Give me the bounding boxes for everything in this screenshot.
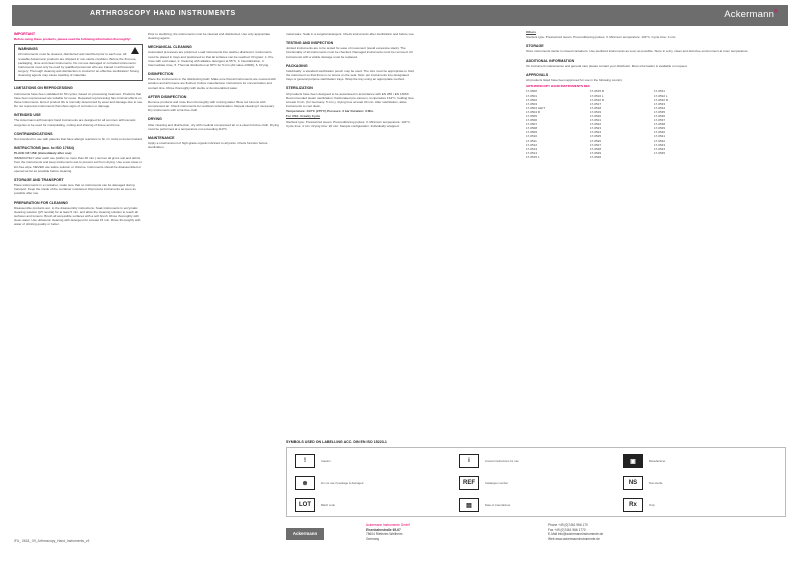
warnings-heading: WARNINGS [18,47,38,52]
disinfection-heading: DISINFECTION [148,72,174,77]
symbol-label: Date of manufacture [485,503,511,507]
article-number: 17-0541 [654,134,666,139]
mechanical-cleaning-text: Automated processes are preferred. Load instruments into washer-disinfector. Instruments must be placed in trays and positioned so that all surfaces can be reached. Program: 1. Pre-rinse with cold water, 2. Cleaning with alkaline detergent at 55°C, 3. Neutralization, 4. Intermediate rinse, 5. Thermal disinfection at 90°C for 5 min (A0 value ≥3000), 6. Drying. [148,50,275,67]
article-number: 17-0532 L [654,93,668,98]
symbol-entry [295,472,363,494]
article-number: 17-0533 [654,101,666,106]
symbol-label: Catalogue number [485,481,509,485]
article-number: 17-0516 R [590,97,605,102]
symbol-icon: NS [623,476,643,490]
articles-heading: ARTHROSCOPY HAND INSTRUMENTS REF [526,84,591,89]
limitations-text: Instruments have been validated for 50 cycles, based on processing treatment. Products that have been reprocessed are suitable for reuse. Repeated reprocessing has minimal effects on these instruments. End of product life is normally determined by wear and damage due to use. Do not reprocess instruments that show signs of corrosion or damage. [14,91,143,109]
footer [286,522,786,546]
article-number: 17-0512 [526,142,538,147]
testing-heading: TESTING AND INSPECTION [286,41,334,46]
column-2-intro: Prior to sterilizing, the instruments must be cleaned and disinfected. Use only appropriate cleaning agents. [148,32,271,41]
symbol-entry [623,472,663,494]
article-number: 17-0537 [654,118,666,123]
symbols-title: SYMBOLS USED ON LABELLING ACC. DIN EN ISO 15223-1 [286,440,387,444]
article-number: 17-0532 R [654,97,669,102]
usa-cycle-text: Sterilant type: Pressurized steam. Preconditioning pulses: 3. Minimum temperature: 132°C. Cycle time: 4 min. Drying time: 20 min. Sample configuration: Individually wrapped. [286,119,411,128]
article-number: 17-0531 [654,89,666,94]
article-number: 17-0530 [590,154,602,159]
warnings-text: All instruments must be cleaned, disinfected and sterilized prior to each use. All reusable Ackermann products are shipped in non-sterile condition. Before the first use, packaging, rinse and clean instruments. Do not use damaged or corroded instruments. Instruments must only be used by qualified personnel who are trained in arthroscopic surgery. Thorough cleaning and disinfection is crucial for an effective sterilization! Strong cleansing agents may cause swelling of materials. [18,52,139,78]
symbol-label: Manufacturer [649,459,666,463]
article-number: 17-0523 [590,126,602,131]
column-4 [526,30,786,159]
article-number: 17-0505 [526,113,538,118]
preparation-heading: PREPARATION FOR CLEANING [14,200,68,205]
symbol-icon: Rx [623,498,643,512]
storage-heading: STORAGE [526,44,544,49]
warnings-box [14,44,143,81]
article-number: 17-0529 [590,150,602,155]
article-number: 17-0535 [654,109,666,114]
article-number: 17-0502 [526,97,538,102]
symbol-icon: REF [459,476,479,490]
article-number: 17-0517 [590,101,602,106]
disinfection-text: Place the instruments in the disinfecting bath. Make sure that all instruments are covered with solution and all lumens are flushed. Follow manufacturer instructions for concentration and contact time. Rinse thoroughly with sterile or demineralized water. [148,77,276,90]
symbol-label: Only [649,503,655,507]
article-number: 17-0536 [654,113,666,118]
article-number: 17-0525 [590,134,602,139]
footer-address: Ackermann Instrumente GmbH Eisenbahnstraße 65-67 78604 Rietheim-Weilheim Germany [366,523,410,541]
article-number: 17-0515 R [590,89,605,94]
symbol-icon: LOT [295,498,315,512]
instructions-text: IMMEDIATELY after each use (within no more than 30 min.) remove all gross soil and debris from the instruments and keep instruments wet to prevent soil from drying. Use a wet towel or lint-free wipe. NEVER use saline solution or chlorine. Instruments should be disassembled or opened as far as possible before cleaning. [14,156,142,173]
important-text: Before using these products, please read the following information thoroughly! [14,37,131,42]
article-number: 17-0524 [590,130,602,135]
sterilization-text: All products have been designed to be autoclaved in accordance with EN 285 / EN 13060. Recommended steam sterilization: fractionated pre-vacuum, temperature 134°C, holding time at least 3 min. (for Germany: 5 min.), drying time at least 20 min. After sterilization, allow instruments to cool down. [286,91,414,109]
article-number: 17-0507 [526,122,538,127]
symbol-icon: ▤ [459,498,479,512]
article-number: 17-0504 R [526,109,541,114]
testing-text: Jointed instruments are to be tested for ease of movement (avoid excessive slack). The functionality of all instruments must be checked. Damaged instruments must be removed. All instruments with a visible damage must be replaced. [286,46,413,59]
approvals-heading: APPROVALS [526,72,549,77]
symbol-label: Non-sterile [649,481,663,485]
article-number: 17-0518 [590,105,602,110]
symbol-label: Consult instructions for use [485,459,519,463]
article-number: 17-0500 [526,89,538,94]
after-disinfection-text: Remove products and rinse them thoroughly with running water. Blow out lumens with compressed air. Check instruments for residual contamination. Repeat cleaning if necessary. Dry instruments with a lint-free cloth. [148,99,275,113]
article-number: 17-0521 [590,118,602,123]
article-number: 17-0543 [654,142,666,147]
document-title: ARTHROSCOPY HAND INSTRUMENTS [90,10,236,17]
maintenance-text: Apply a small amount of high-grade organic lubricant to all joints. Check function before sterilization. [148,140,268,150]
sterilization-heading: STERILIZATION [286,86,313,91]
symbol-icon: ⊗ [295,476,315,490]
column-3 [286,32,416,129]
article-number: 17-0509 [526,130,538,135]
usa-cycle-heading: For USA: Gravity Cycle [286,114,321,119]
symbol-entry [623,494,655,516]
storage-transport-text: Place instruments in a container, make sure that no instruments can be damaged during transport. Keep the inside of the container moistened. Reprocess instruments as soon as possible after use. [14,183,136,196]
article-number: 17-0506 [526,118,538,123]
article-number: 17-0527 [590,142,602,147]
brand-logo: Ackermann® [724,9,778,21]
article-number: 17-0504 LEFT [526,105,546,110]
additional-info-heading: ADDITIONAL INFORMATION [526,58,575,63]
article-number: 17-0526 [590,138,602,143]
symbol-label: Caution [321,459,331,463]
symbol-entry [459,472,508,494]
symbol-icon: i [459,454,479,468]
article-number: 17-0511 [526,138,537,143]
footer-logo: Ackermann [286,528,324,540]
document-header [12,5,788,26]
article-number-list [526,89,786,159]
symbol-label: Do not use if package is damaged [321,481,364,485]
article-number: 17-0519 [590,109,602,114]
article-number: 17-0534 [654,105,666,110]
article-number: 17-0545 [654,150,666,155]
symbol-entry [295,494,335,516]
additional-info-text: On instrument maintenance and general care please contact your distributor. More information is available on request. [526,63,688,68]
article-number [654,155,714,159]
symbol-entry [623,450,665,472]
symbols-table [286,447,786,517]
article-number: 17-0540 [654,130,666,135]
packaging-text: Individually: a standard sterilization pouch may be used. The size must be appropriate to hold the instrument so that there is no stress on the seal. Sets: put instruments into designated trays or general purpose sterilization trays. Wrap the tray using an appropriate method. [286,68,414,82]
drying-text: After cleaning and disinfection, dry with medical compressed air or a clean lint-free cloth. Drying must be performed at a temperature not exceeding 110°C. [148,122,279,131]
limitations-heading: LIMITATIONS ON REPROCESSING [14,86,73,91]
storage-transport-heading: STORAGE AND TRANSPORT [14,177,64,182]
storage-text: Store instruments sterile in closed containers. Use sterilized instruments as soon as possible. Store in a dry, clean and dust-free environment at room temperature. [526,49,749,54]
article-number: 17-0538 [654,122,666,127]
others-heading: Others [526,30,536,34]
column-3-intro: metal-ware. Soak in a surgical detergent. Check instruments after sterilization and before use. [286,32,415,36]
warning-triangle-icon [131,47,139,54]
instructions-heading: INSTRUCTIONS (acc. to ISO 17664) [14,145,74,150]
after-disinfection-heading: AFTER DISINFECTION [148,94,187,99]
instructions-subheading: PLACE OF USE (immediately after use) [14,151,72,156]
article-number: 17-0513 [526,146,538,151]
drying-heading: DRYING [148,117,162,122]
column-1 [14,32,143,227]
important-heading: IMPORTANT [14,32,36,36]
intended-use-text: The Ackermann arthroscopic hand instruments are designed for all common arthroscopic surgeries to be used for manipulating, cutting and shaving of tissue and bone. [14,118,136,127]
preparation-text: Disassemble products acc. to the disassembly instructions. Soak instruments in enzymatic cleaning solution (pH neutral) for at least 5 min. and allow the cleaning solution to reach all surfaces and lumens. Brush all accessible surfaces with a soft brush. Rinse thoroughly with clean water. Use ultrasonic cleaning with detergent for at least 15 min. Rinse thoroughly with water of drinking quality or better. [14,205,141,227]
sterilization-params: Temperature: 134°C (275°F) Pressure: 3 bar Duration: 3 Min. [286,109,374,114]
symbol-label: Batch code [321,503,335,507]
article-number: 17-0516 L [590,93,604,98]
article-number: 17-0501 [526,93,538,98]
article-number: 17-0508 [526,126,538,131]
packaging-heading: PACKAGING [286,63,308,68]
article-number: 17-0528 [590,146,602,151]
maintenance-heading: MAINTENANCE [148,135,175,140]
article-number: 17-0520 [590,113,602,118]
article-number: 17-0514 [526,150,538,155]
contraindications-text: Not intended for use with patients that have allergic reactions to Ni, Cr, limits to known hazard. [14,136,143,141]
document-id: IFU_ 0618_ 09_Arthroscopy_Hand_Instruments_v3 [14,539,90,543]
article-number: 17-0515 L [526,154,540,159]
symbol-entry [459,450,519,472]
symbol-entry [459,494,510,516]
symbol-icon: ! [295,454,315,468]
footer-contact: Phone +49 (0)7461 966 170 Fax +49 (0)7461 966 1770 E-Mail info@ackermanninstrumente.de Web www.ackermanninstrumente.de [548,523,604,541]
column-2 [148,32,279,150]
mechanical-cleaning-heading: MECHANICAL CLEANING [148,45,192,50]
article-number: 17-0503 [526,101,538,106]
article-number: 17-0510 [526,134,538,139]
contraindications-heading: CONTRAINDICATIONS [14,131,53,136]
article-number: 17-0522 [590,122,602,127]
symbol-entry [295,450,331,472]
approvals-text: All products listed have been approved for use in the following country: [526,78,623,83]
article-number: 17-0544 [654,146,666,151]
article-number: 17-0542 [654,138,666,143]
article-number: 17-0539 [654,126,666,131]
others-text: Sterilant type: Pressurized steam. Preconditioning pulses: 3. Minimum temperature: 132°C. Cycle time: 4 min. [526,35,677,40]
symbol-icon: ▣ [623,454,643,468]
intended-use-heading: INTENDED USE [14,113,41,118]
